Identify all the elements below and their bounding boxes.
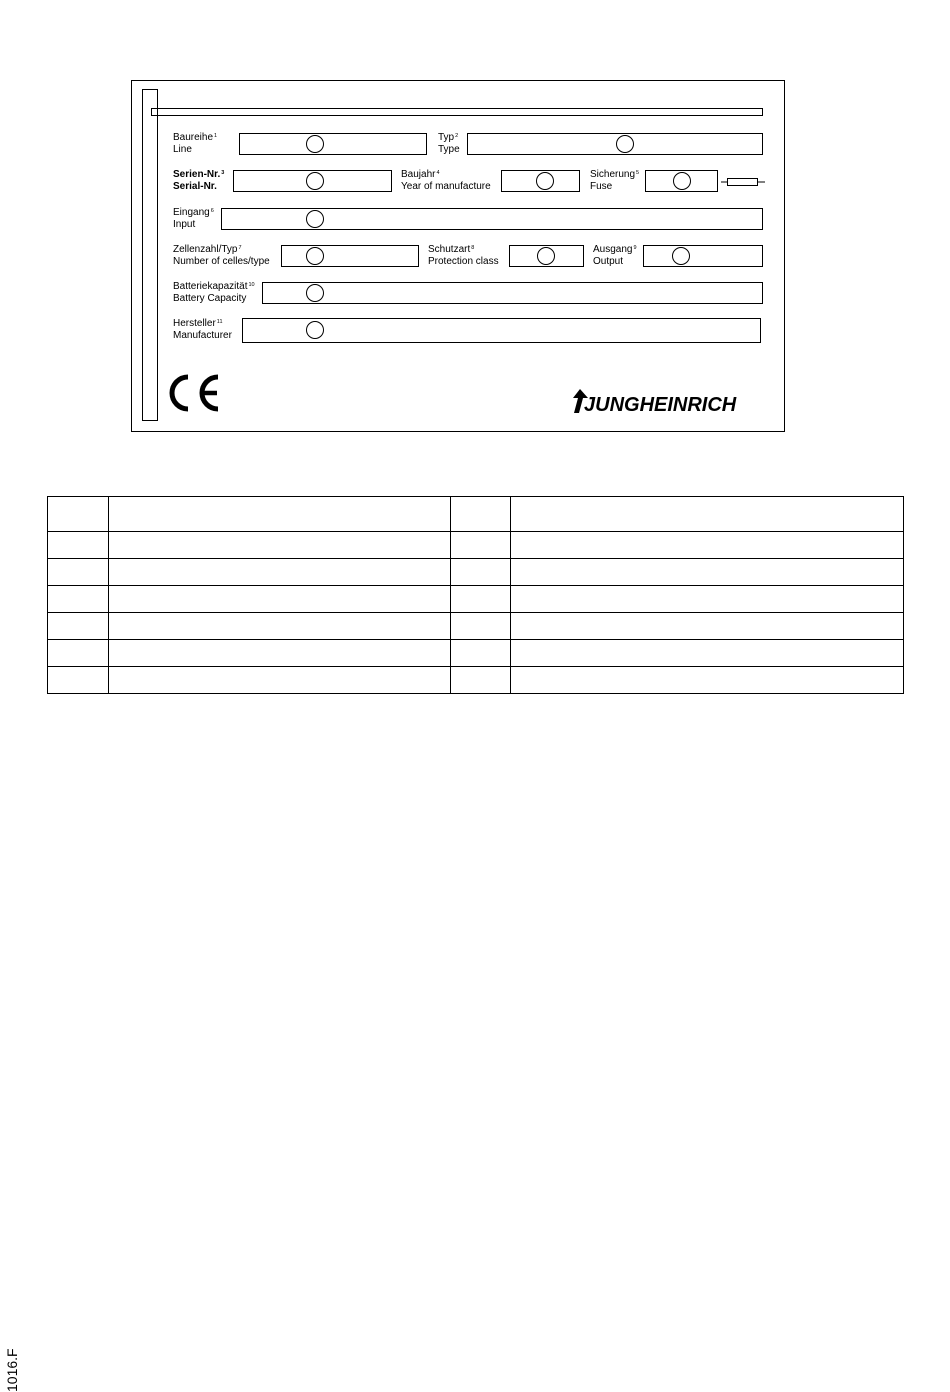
field-marker-circle [306, 172, 324, 190]
table-cell [511, 559, 904, 586]
label-line: Baureihe$^1$ Line [173, 132, 218, 155]
label-output: Ausgang$^9$ Output [593, 244, 637, 267]
field-marker-circle [537, 247, 555, 265]
field-cells[interactable] [281, 245, 419, 267]
svg-text:JUNGHEINRICH: JUNGHEINRICH [584, 394, 737, 416]
field-marker-circle [306, 135, 324, 153]
table-row [48, 667, 904, 694]
table-cell [451, 640, 511, 667]
table-cell [109, 532, 451, 559]
fuse-symbol-icon [721, 175, 765, 189]
label-year: Baujahr$^4$ Year of manufacture [401, 169, 491, 192]
plate-left-bar [142, 89, 158, 421]
table-cell [109, 559, 451, 586]
table-cell [48, 497, 109, 532]
field-marker-circle [306, 247, 324, 265]
field-line[interactable] [239, 133, 427, 155]
label-input: Eingang$^6$ Input [173, 207, 214, 230]
table-row [48, 586, 904, 613]
label-manufacturer: Hersteller$^{11}$ Manufacturer [173, 318, 232, 341]
table-cell [48, 667, 109, 694]
table-cell [511, 640, 904, 667]
field-marker-circle [306, 284, 324, 302]
table-cell [109, 613, 451, 640]
field-marker-circle [672, 247, 690, 265]
jungheinrich-logo [572, 387, 764, 417]
table-cell [48, 532, 109, 559]
label-type: Typ$^2$ Type [438, 132, 460, 155]
label-serial: Serien-Nr.$^3$ Serial-Nr. [173, 169, 225, 192]
field-marker-circle [306, 321, 324, 339]
table-cell [511, 586, 904, 613]
table-row [48, 497, 904, 532]
field-protection[interactable] [509, 245, 584, 267]
table-cell [451, 532, 511, 559]
field-manufacturer[interactable] [242, 318, 761, 343]
label-protection: Schutzart$^8$ Protection class [428, 244, 499, 267]
label-battery: Batteriekapazität$^{10}$ Battery Capacity [173, 281, 255, 304]
table-cell [511, 613, 904, 640]
table-row [48, 559, 904, 586]
field-fuse[interactable] [645, 170, 718, 192]
label-fuse: Sicherung$^5$ Fuse [590, 169, 640, 192]
label-cells: Zellenzahl/Typ$^7$ Number of celles/type [173, 244, 270, 267]
table-cell [511, 497, 904, 532]
table-cell [451, 586, 511, 613]
plate-top-bar [151, 108, 763, 116]
field-marker-circle [616, 135, 634, 153]
table-cell [109, 497, 451, 532]
field-battery[interactable] [262, 282, 763, 304]
table-cell [109, 586, 451, 613]
table-cell [451, 497, 511, 532]
table-cell [451, 667, 511, 694]
table-cell [48, 640, 109, 667]
table-row [48, 640, 904, 667]
table-cell [109, 640, 451, 667]
field-year[interactable] [501, 170, 580, 192]
table-row [48, 532, 904, 559]
field-marker-circle [536, 172, 554, 190]
table-row [48, 613, 904, 640]
table-cell [48, 559, 109, 586]
table-cell [511, 667, 904, 694]
field-serial[interactable] [233, 170, 392, 192]
table-cell [451, 559, 511, 586]
table-cell [451, 613, 511, 640]
table-cell [109, 667, 451, 694]
field-marker-circle [673, 172, 691, 190]
ce-mark-icon [166, 373, 222, 413]
field-marker-circle [306, 210, 324, 228]
figure-code: 1016.F [4, 1348, 20, 1392]
type-plate [131, 80, 785, 432]
table-cell [48, 613, 109, 640]
legend-table [47, 496, 904, 694]
field-input[interactable] [221, 208, 763, 230]
table-cell [511, 532, 904, 559]
field-type[interactable] [467, 133, 763, 155]
table-cell [48, 586, 109, 613]
field-output[interactable] [643, 245, 763, 267]
